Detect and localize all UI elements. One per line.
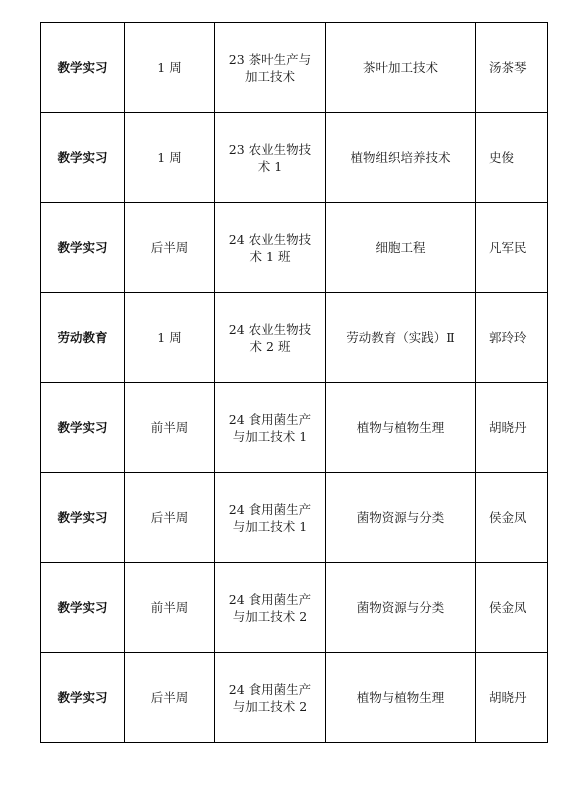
practice-schedule-table [40,22,548,743]
course-cell: 植物组织培养技术 [326,113,476,203]
practice-type-cell: 教学实习 [41,203,125,293]
teacher-cell: 侯金凤 [476,563,548,653]
duration-cell: 后半周 [125,653,215,743]
course-cell: 劳动教育（实践）Ⅱ [326,293,476,383]
course-cell: 植物与植物生理 [326,383,476,473]
table-row [41,473,548,563]
table-row [41,203,548,293]
duration-cell: 后半周 [125,203,215,293]
duration-cell: 1 周 [125,293,215,383]
practice-type-cell: 教学实习 [41,383,125,473]
teacher-cell: 胡晓丹 [476,653,548,743]
class-cell: 24 食用菌生产与加工技术 2 [215,653,326,743]
class-cell: 23 农业生物技术 1 [215,113,326,203]
duration-cell: 1 周 [125,23,215,113]
practice-type-cell: 劳动教育 [41,293,125,383]
table-row [41,383,548,473]
table-row [41,113,548,203]
table-row [41,563,548,653]
teacher-cell: 胡晓丹 [476,383,548,473]
course-cell: 菌物资源与分类 [326,563,476,653]
duration-cell: 1 周 [125,113,215,203]
class-cell: 24 农业生物技术 1 班 [215,203,326,293]
practice-type-cell: 教学实习 [41,653,125,743]
duration-cell: 前半周 [125,563,215,653]
practice-type-cell: 教学实习 [41,23,125,113]
course-cell: 茶叶加工技术 [326,23,476,113]
practice-type-cell: 教学实习 [41,113,125,203]
table-row [41,23,548,113]
practice-type-cell: 教学实习 [41,563,125,653]
teacher-cell: 凡军民 [476,203,548,293]
class-cell: 24 农业生物技术 2 班 [215,293,326,383]
class-cell: 24 食用菌生产与加工技术 2 [215,563,326,653]
course-cell: 细胞工程 [326,203,476,293]
teacher-cell: 汤茶琴 [476,23,548,113]
class-cell: 23 茶叶生产与加工技术 [215,23,326,113]
class-cell: 24 食用菌生产与加工技术 1 [215,473,326,563]
course-cell: 菌物资源与分类 [326,473,476,563]
duration-cell: 后半周 [125,473,215,563]
course-cell: 植物与植物生理 [326,653,476,743]
duration-cell: 前半周 [125,383,215,473]
teacher-cell: 侯金凤 [476,473,548,563]
table-row [41,293,548,383]
practice-type-cell: 教学实习 [41,473,125,563]
table-row [41,653,548,743]
teacher-cell: 郭玲玲 [476,293,548,383]
class-cell: 24 食用菌生产与加工技术 1 [215,383,326,473]
teacher-cell: 史俊 [476,113,548,203]
